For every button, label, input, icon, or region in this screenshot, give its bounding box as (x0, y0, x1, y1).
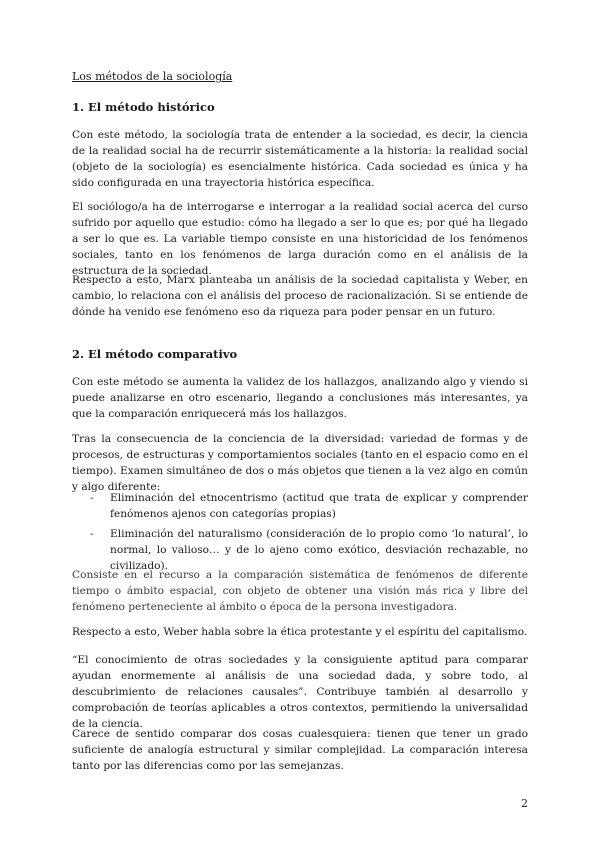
list-item (90, 490, 528, 522)
bullet-marker: - (90, 492, 94, 504)
section-heading-historico: 1. El método histórico (72, 100, 215, 114)
list-item-text: Eliminación del etnocentrismo (actitud que trata de explicar y comprender fenómenos ajenos con categorías propias) (110, 492, 528, 520)
paragraph: Carece de sentido comparar dos cosas cualesquiera: tienen que tener un grado suficiente de analogía estructural y similar complejidad. La comparación interesa tanto por las diferencias como por las semejanzas. (72, 728, 528, 772)
paragraph: Tras la consecuencia de la conciencia de la diversidad: variedad de formas y de procesos, de estructuras y comportamientos sociales (tanto en el espacio como en el tiempo). Examen simultáneo de dos o más objetos que tienen a la vez algo en común y algo diferente: (72, 433, 528, 493)
page-number: 2 (521, 797, 528, 810)
paragraph: Con este método se aumenta la validez de los hallazgos, analizando algo y viendo si puede analizarse en otro escenario, llegando a conclusiones más interesantes, ya que la comparación enriquecerá más los hallazgos. (72, 376, 528, 420)
document-title: Los métodos de la sociología (72, 70, 233, 83)
section-heading-comparativo: 2. El método comparativo (72, 347, 238, 361)
paragraph: Consiste en el recurso a la comparación sistemática de fenómenos de diferente tiempo o ámbito espacial, con objeto de obtener una visión más rica y libre del fenómeno perteneciente al ámbito o época de la persona investigadora. (72, 569, 528, 613)
paragraph: Respecto a esto, Weber habla sobre la ética protestante y el espíritu del capitalismo. (72, 626, 528, 638)
paragraph: Con este método, la sociología trata de entender a la sociedad, es decir, la ciencia de la realidad social ha de recurrir sistemáticamente a la historia: la realidad social (objeto de la sociología) es esencialmente histórica. Cada sociedad es única y ha sido configurada en una trayectoria histórica específica. (72, 129, 528, 189)
quote-paragraph: “El conocimiento de otras sociedades y la consiguiente aptitud para comparar ayudan enormemente al análisis de una sociedad dada, y sobre todo, al descubrimiento de relaciones causales”. Contribuye también al desarrollo y comprobación de teorías aplicables a otros contextos, permitiendo la universalidad de la ciencia. (72, 654, 528, 730)
bullet-marker: - (90, 528, 94, 540)
paragraph: El sociólogo/a ha de interrogarse e interrogar a la realidad social acerca del curso sufrido por aquello que estudio: cómo ha llegado a ser lo que es; por qué ha llegado a ser lo que es. La variable tiempo consiste en una historicidad de los fenómenos sociales, tanto en los fenómenos de larga duración como en el análisis de la estructura de la sociedad. (72, 201, 528, 277)
list-item-text: Eliminación del naturalismo (consideración de lo propio como ‘lo natural’, lo normal, lo valioso… y de lo ajeno como exótico, desviación rechazable, no civilizado). (110, 528, 528, 572)
paragraph: Respecto a esto, Marx planteaba un análisis de la sociedad capitalista y Weber, en cambio, lo relaciona con el análisis del proceso de racionalización. Si se entiende de dónde ha venido ese fenómeno eso da riqueza para poder pensar en un futuro. (72, 274, 528, 318)
